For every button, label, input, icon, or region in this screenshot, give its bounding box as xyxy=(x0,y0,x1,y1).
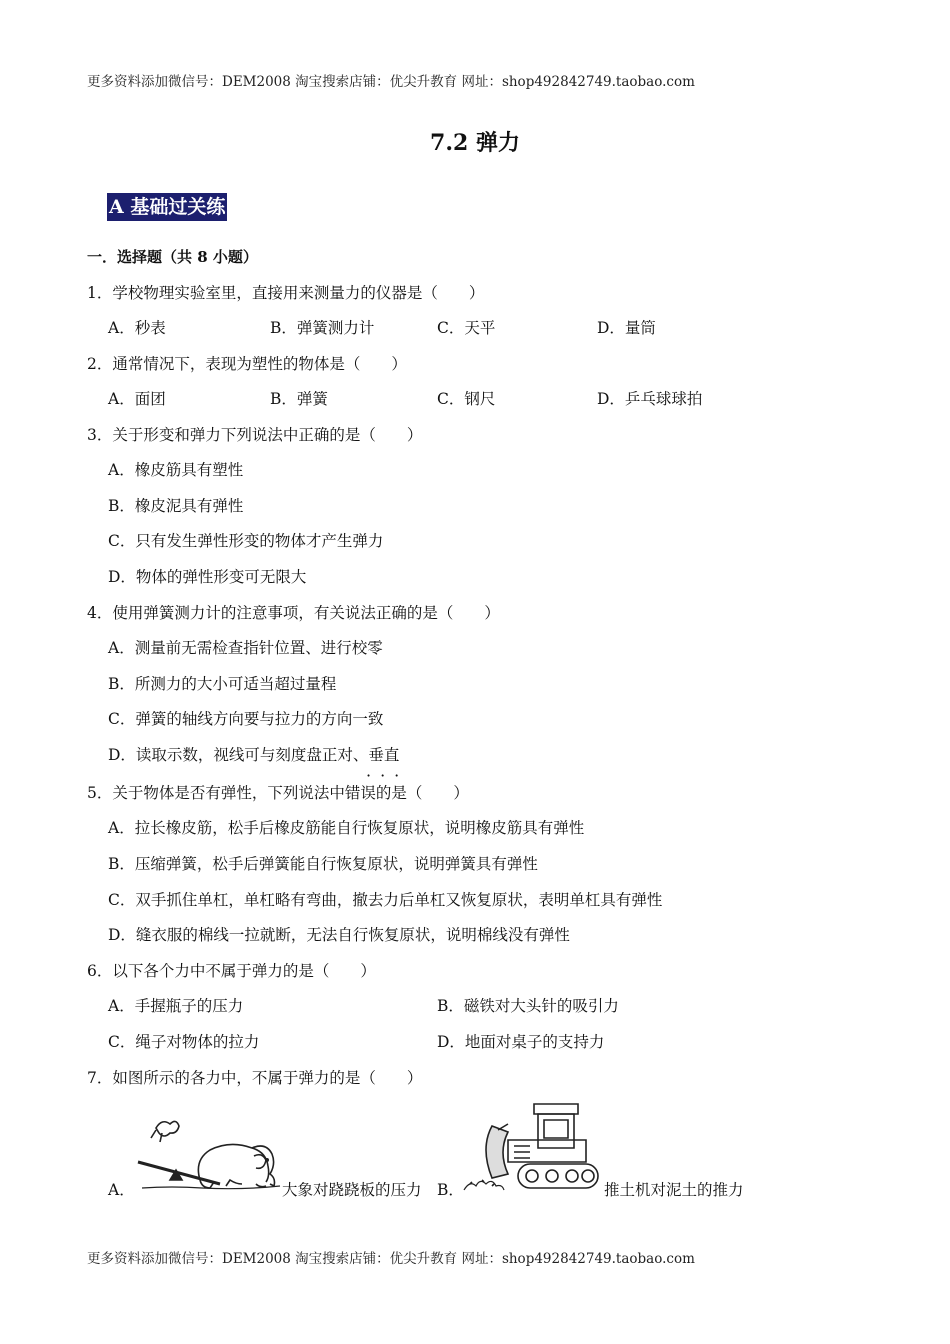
q5-option-b: B．压缩弹簧，松手后弹簧能自行恢复原状，说明弹簧具有弹性 xyxy=(108,855,538,873)
q3-stem: 3．关于形变和弹力下列说法中正确的是（ ） xyxy=(87,426,423,444)
q7-stem: 7．如图所示的各力中，不属于弹力的是（ ） xyxy=(87,1069,423,1087)
q5-option-d: D．缝衣服的棉线一拉就断，无法自行恢复原状，说明棉线没有弹性 xyxy=(108,926,570,944)
q3-option-a: A．橡皮筋具有塑性 xyxy=(108,461,244,479)
q3-option-c: C．只有发生弹性形变的物体才产生弹力 xyxy=(108,532,384,550)
q1-stem: 1．学校物理实验室里，直接用来测量力的仪器是（ ） xyxy=(87,284,485,302)
emphasis-dots: ··· xyxy=(366,766,409,785)
q7-option-b-label: B． xyxy=(437,1181,464,1199)
q4-stem: 4．使用弹簧测力计的注意事项，有关说法正确的是（ ） xyxy=(87,604,500,622)
q1-option-a: A．秒表 xyxy=(108,319,166,337)
q2-option-d: D．乒乓球球拍 xyxy=(597,390,703,408)
q2-stem: 2．通常情况下，表现为塑性的物体是（ ） xyxy=(87,355,407,373)
q4-option-c: C．弹簧的轴线方向要与拉力的方向一致 xyxy=(108,710,384,728)
page-title: 7.2 弹力 xyxy=(430,130,520,156)
q5-option-c: C．双手抓住单杠，单杠略有弯曲，撤去力后单杠又恢复原状，表明单杠具有弹性 xyxy=(108,891,663,909)
q6-option-b: B．磁铁对大头针的吸引力 xyxy=(437,997,619,1015)
q4-option-b: B．所测力的大小可适当超过量程 xyxy=(108,675,337,693)
q2-option-c: C．钢尺 xyxy=(437,390,496,408)
q4-option-d: D．读取示数，视线可与刻度盘正对、垂直 xyxy=(108,746,400,764)
q3-option-d: D．物体的弹性形变可无限大 xyxy=(108,568,307,586)
q2-option-a: A．面团 xyxy=(108,390,166,408)
q1-option-d: D．量筒 xyxy=(597,319,656,337)
q6-option-a: A．手握瓶子的压力 xyxy=(108,997,244,1015)
section-heading: 一．选择题（共 8 小题） xyxy=(87,248,258,266)
q7-option-b-text: 推土机对泥土的推力 xyxy=(604,1181,744,1199)
q5-option-a: A．拉长橡皮筋，松手后橡皮筋能自行恢复原状，说明橡皮筋具有弹性 xyxy=(108,819,585,837)
page-footer: 更多资料添加微信号：DEM2008 淘宝搜索店铺：优尖升教育 网址：shop492842749.taobao.com xyxy=(87,1251,695,1267)
q6-option-d: D．地面对桌子的支持力 xyxy=(437,1033,605,1051)
q7-option-a-text: 大象对跷跷板的压力 xyxy=(282,1181,422,1199)
q2-option-b: B．弹簧 xyxy=(270,390,328,408)
q6-option-c: C．绳子对物体的拉力 xyxy=(108,1033,260,1051)
section-badge: A 基础过关练 xyxy=(107,193,227,221)
q6-stem: 6．以下各个力中不属于弹力的是（ ） xyxy=(87,962,376,980)
q1-option-b: B．弹簧测力计 xyxy=(270,319,375,337)
q5-stem: 5．关于物体是否有弹性，下列说法中错误的是（ ） xyxy=(87,784,469,802)
q3-option-b: B．橡皮泥具有弹性 xyxy=(108,497,244,515)
page-header: 更多资料添加微信号：DEM2008 淘宝搜索店铺：优尖升教育 网址：shop492842749.taobao.com xyxy=(87,74,695,90)
elephant-seesaw-illustration xyxy=(136,1108,282,1196)
q7-option-a-label: A． xyxy=(108,1181,135,1199)
q1-option-c: C．天平 xyxy=(437,319,496,337)
q4-option-a: A．测量前无需检查指针位置、进行校零 xyxy=(108,639,383,657)
bulldozer-illustration xyxy=(462,1100,604,1198)
